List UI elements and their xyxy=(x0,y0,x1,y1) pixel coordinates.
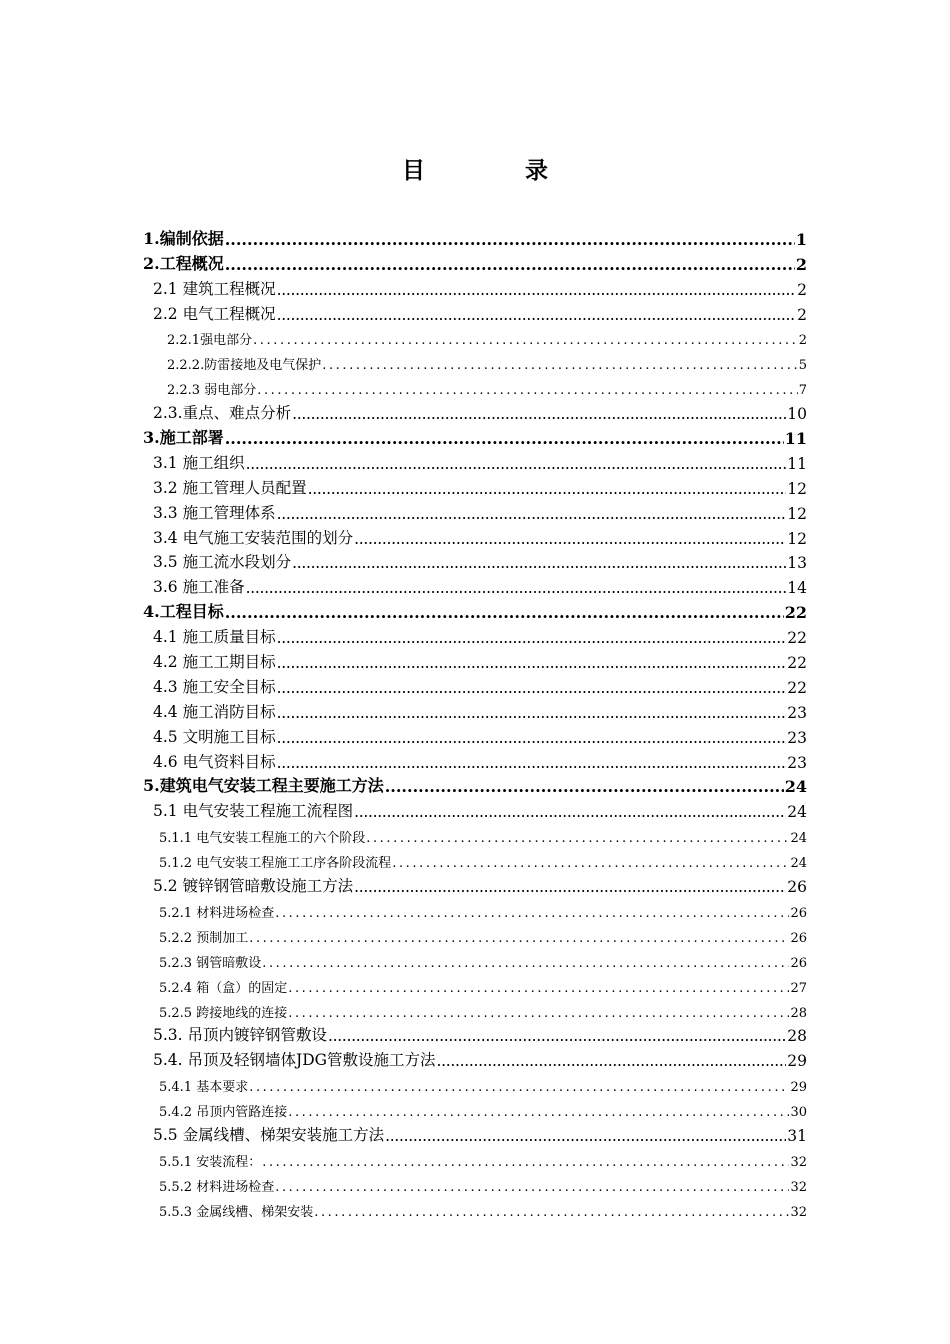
toc-leader-dots xyxy=(292,405,786,423)
toc-leader-dots xyxy=(249,1080,789,1095)
toc-entry-page: 29 xyxy=(790,1080,807,1096)
toc-entry-page: 23 xyxy=(787,753,807,772)
toc-leader-dots xyxy=(385,777,784,796)
toc-leader-dots xyxy=(277,629,787,647)
toc-entry-page: 22 xyxy=(787,654,807,673)
toc-entry-page: 12 xyxy=(787,504,807,523)
toc-entry[interactable] xyxy=(143,622,807,647)
toc-leader-dots xyxy=(354,878,786,896)
toc-entry[interactable] xyxy=(143,1095,807,1120)
toc-leader-dots xyxy=(253,333,798,348)
toc-leader-dots xyxy=(277,704,787,722)
toc-entry-title: 5.2 镀锌钢管暗敷设施工方法 xyxy=(153,877,354,896)
toc-entry-page: 23 xyxy=(787,703,807,722)
toc-entry[interactable] xyxy=(143,871,807,896)
toc-leader-dots xyxy=(392,856,789,871)
toc-entry-title: 5.2.4 箱（盒）的固定 xyxy=(159,980,288,996)
toc-leader-dots xyxy=(277,505,787,523)
toc-leader-dots xyxy=(275,906,789,921)
toc-entry[interactable] xyxy=(143,448,807,473)
toc-entry-title: 2.2.3 弱电部分 xyxy=(167,383,257,399)
toc-entry-page: 1 xyxy=(795,229,807,249)
toc-entry-title: 5.2.3 钢管暗敷设 xyxy=(159,955,262,971)
toc-entry-page: 30 xyxy=(790,1105,807,1121)
toc-leader-dots xyxy=(262,1155,789,1170)
toc-entry[interactable] xyxy=(143,299,807,324)
toc-entry[interactable] xyxy=(143,971,807,996)
toc-entry-page: 14 xyxy=(787,579,807,598)
toc-leader-dots xyxy=(225,429,784,448)
toc-entry-title: 5.5.2 材料进场检查 xyxy=(159,1179,275,1195)
toc-entry[interactable] xyxy=(143,772,807,797)
toc-entry-page: 32 xyxy=(790,1204,807,1220)
toc-entry[interactable] xyxy=(143,473,807,498)
toc-entry-title: 2.工程概况 xyxy=(143,253,224,273)
toc-entry-title: 5.2.2 预制加工 xyxy=(159,930,249,946)
toc-entry-page: 26 xyxy=(790,955,807,971)
toc-entry-page: 24 xyxy=(790,856,807,872)
toc-entry[interactable] xyxy=(143,224,807,249)
toc-entry-page: 2 xyxy=(798,333,807,349)
toc-leader-dots xyxy=(292,554,786,572)
toc-entry-page: 24 xyxy=(790,831,807,847)
toc-entry[interactable] xyxy=(143,423,807,448)
toc-entry-title: 5.5 金属线槽、梯架安装施工方法 xyxy=(153,1125,385,1144)
toc-entry-title: 5.2.1 材料进场检查 xyxy=(159,905,275,921)
toc-leader-dots xyxy=(308,480,787,498)
toc-leader-dots xyxy=(225,230,795,249)
toc-entry-page: 31 xyxy=(787,1126,807,1145)
toc-leader-dots xyxy=(437,1052,787,1070)
toc-entry-title: 3.4 电气施工安装范围的划分 xyxy=(153,528,354,547)
toc-entry-page: 32 xyxy=(790,1154,807,1170)
toc-entry[interactable] xyxy=(143,672,807,697)
toc-entry-title: 4.3 施工安全目标 xyxy=(153,677,276,696)
toc-entry[interactable] xyxy=(143,796,807,821)
toc-entry[interactable] xyxy=(143,597,807,622)
toc-entry[interactable] xyxy=(143,1045,807,1070)
toc-entry-title: 1.编制依据 xyxy=(143,228,224,248)
toc-entry-page: 2 xyxy=(797,280,807,299)
toc-entry-title: 2.2 电气工程概况 xyxy=(153,304,276,323)
toc-entry-page: 12 xyxy=(787,529,807,548)
toc-entry-title: 4.5 文明施工目标 xyxy=(153,727,276,746)
toc-entry-title: 4.1 施工质量目标 xyxy=(153,628,276,647)
toc-entry-title: 5.2.5 跨接地线的连接 xyxy=(159,1005,288,1021)
toc-entry-page: 11 xyxy=(784,429,807,449)
toc-leader-dots xyxy=(262,956,789,971)
toc-entry[interactable] xyxy=(143,498,807,523)
toc-entry[interactable] xyxy=(143,821,807,846)
toc-entry-page: 26 xyxy=(790,905,807,921)
toc-entry[interactable] xyxy=(143,1021,807,1046)
toc-entry[interactable] xyxy=(143,722,807,747)
toc-entry-page: 7 xyxy=(798,383,807,399)
toc-entry-page: 22 xyxy=(787,678,807,697)
toc-entry-page: 23 xyxy=(787,728,807,747)
toc-entry-page: 10 xyxy=(787,405,807,424)
toc-leader-dots xyxy=(277,281,797,299)
toc-entry-page: 22 xyxy=(784,603,807,623)
toc-leader-dots xyxy=(354,530,786,548)
toc-entry-title: 4.工程目标 xyxy=(143,602,224,622)
toc-entry-title: 5.5.1 安装流程： xyxy=(159,1154,262,1170)
toc-entry-page: 2 xyxy=(795,254,807,274)
toc-entry-page: 32 xyxy=(790,1179,807,1195)
toc-entry-title: 2.2.1强电部分 xyxy=(167,333,253,349)
toc-entry-title: 2.3.重点、难点分析 xyxy=(153,404,292,423)
toc-leader-dots xyxy=(257,383,798,398)
toc-entry[interactable] xyxy=(143,846,807,871)
table-of-contents xyxy=(143,224,807,1220)
toc-leader-dots xyxy=(225,603,784,622)
toc-leader-dots xyxy=(225,255,795,274)
toc-entry[interactable] xyxy=(143,373,807,398)
toc-entry[interactable] xyxy=(143,996,807,1021)
toc-entry-page: 28 xyxy=(787,1027,807,1046)
toc-entry-page: 27 xyxy=(790,980,807,996)
toc-entry[interactable] xyxy=(143,348,807,373)
toc-entry-title: 4.4 施工消防目标 xyxy=(153,702,276,721)
toc-entry-page: 5 xyxy=(798,358,807,374)
toc-entry-title: 2.2.2.防雷接地及电气保护 xyxy=(167,358,322,374)
toc-entry[interactable] xyxy=(143,572,807,597)
toc-leader-dots xyxy=(277,654,787,672)
toc-entry-title: 3.1 施工组织 xyxy=(153,453,245,472)
toc-entry-title: 4.6 电气资料目标 xyxy=(153,752,276,771)
toc-entry-title: 5.4. 吊顶及轻钢墙体JDG管敷设施工方法 xyxy=(153,1051,436,1070)
toc-entry[interactable] xyxy=(143,548,807,573)
toc-entry[interactable] xyxy=(143,921,807,946)
title-char: 录 xyxy=(525,157,548,184)
toc-entry[interactable] xyxy=(143,1070,807,1095)
toc-entry-page: 26 xyxy=(790,930,807,946)
toc-entry-page: 24 xyxy=(787,803,807,822)
toc-entry[interactable] xyxy=(143,946,807,971)
toc-leader-dots xyxy=(288,1006,789,1021)
toc-leader-dots xyxy=(277,729,787,747)
toc-leader-dots xyxy=(328,1027,786,1045)
toc-leader-dots xyxy=(322,358,798,373)
toc-leader-dots xyxy=(314,1205,789,1220)
toc-entry-title: 5.4.1 基本要求 xyxy=(159,1080,249,1096)
toc-entry-title: 3.施工部署 xyxy=(143,428,224,448)
toc-entry-title: 5.5.3 金属线槽、梯架安装 xyxy=(159,1204,314,1220)
toc-leader-dots xyxy=(246,579,787,597)
toc-entry[interactable] xyxy=(143,647,807,672)
toc-entry[interactable] xyxy=(143,1145,807,1170)
toc-leader-dots xyxy=(249,931,789,946)
toc-entry[interactable] xyxy=(143,896,807,921)
toc-entry-title: 3.5 施工流水段划分 xyxy=(153,553,292,572)
toc-leader-dots xyxy=(277,754,787,772)
toc-entry[interactable] xyxy=(143,1195,807,1220)
toc-leader-dots xyxy=(288,1105,789,1120)
toc-entry[interactable] xyxy=(143,1120,807,1145)
toc-entry[interactable] xyxy=(143,324,807,349)
toc-leader-dots xyxy=(275,1180,789,1195)
toc-entry-page: 12 xyxy=(787,479,807,498)
toc-entry-page: 26 xyxy=(787,878,807,897)
toc-entry-title: 5.3. 吊顶内镀锌钢管敷设 xyxy=(153,1026,328,1045)
toc-entry[interactable] xyxy=(143,249,807,274)
toc-entry-page: 13 xyxy=(787,554,807,573)
toc-leader-dots xyxy=(354,803,786,821)
toc-entry-title: 3.6 施工准备 xyxy=(153,578,245,597)
toc-entry-title: 5.1.1 电气安装工程施工的六个阶段 xyxy=(159,831,366,847)
toc-entry-page: 29 xyxy=(787,1052,807,1071)
toc-leader-dots xyxy=(246,455,787,473)
toc-entry[interactable] xyxy=(143,697,807,722)
toc-entry[interactable] xyxy=(143,274,807,299)
toc-leader-dots xyxy=(385,1127,786,1145)
toc-entry[interactable] xyxy=(143,523,807,548)
toc-entry-page: 24 xyxy=(784,777,807,797)
title-char: 目 xyxy=(402,157,425,184)
toc-entry-title: 4.2 施工工期目标 xyxy=(153,653,276,672)
toc-entry-title: 5.1.2 电气安装工程施工工序各阶段流程 xyxy=(159,856,392,872)
toc-entry-title: 3.2 施工管理人员配置 xyxy=(153,478,307,497)
toc-entry-title: 3.3 施工管理体系 xyxy=(153,503,276,522)
toc-leader-dots xyxy=(288,981,789,996)
toc-entry-title: 5.建筑电气安装工程主要施工方法 xyxy=(143,776,384,796)
toc-entry-page: 22 xyxy=(787,629,807,648)
toc-entry-page: 2 xyxy=(797,305,807,324)
toc-entry-title: 5.4.2 吊顶内管路连接 xyxy=(159,1105,288,1121)
toc-leader-dots xyxy=(277,679,787,697)
toc-entry[interactable] xyxy=(143,398,807,423)
toc-entry-page: 11 xyxy=(787,454,807,473)
toc-entry-title: 2.1 建筑工程概况 xyxy=(153,279,276,298)
toc-entry-page: 28 xyxy=(790,1005,807,1021)
toc-leader-dots xyxy=(277,306,797,324)
toc-entry-title: 5.1 电气安装工程施工流程图 xyxy=(153,802,354,821)
toc-entry[interactable] xyxy=(143,747,807,772)
page-title xyxy=(0,152,950,185)
toc-entry[interactable] xyxy=(143,1170,807,1195)
toc-leader-dots xyxy=(366,831,789,846)
